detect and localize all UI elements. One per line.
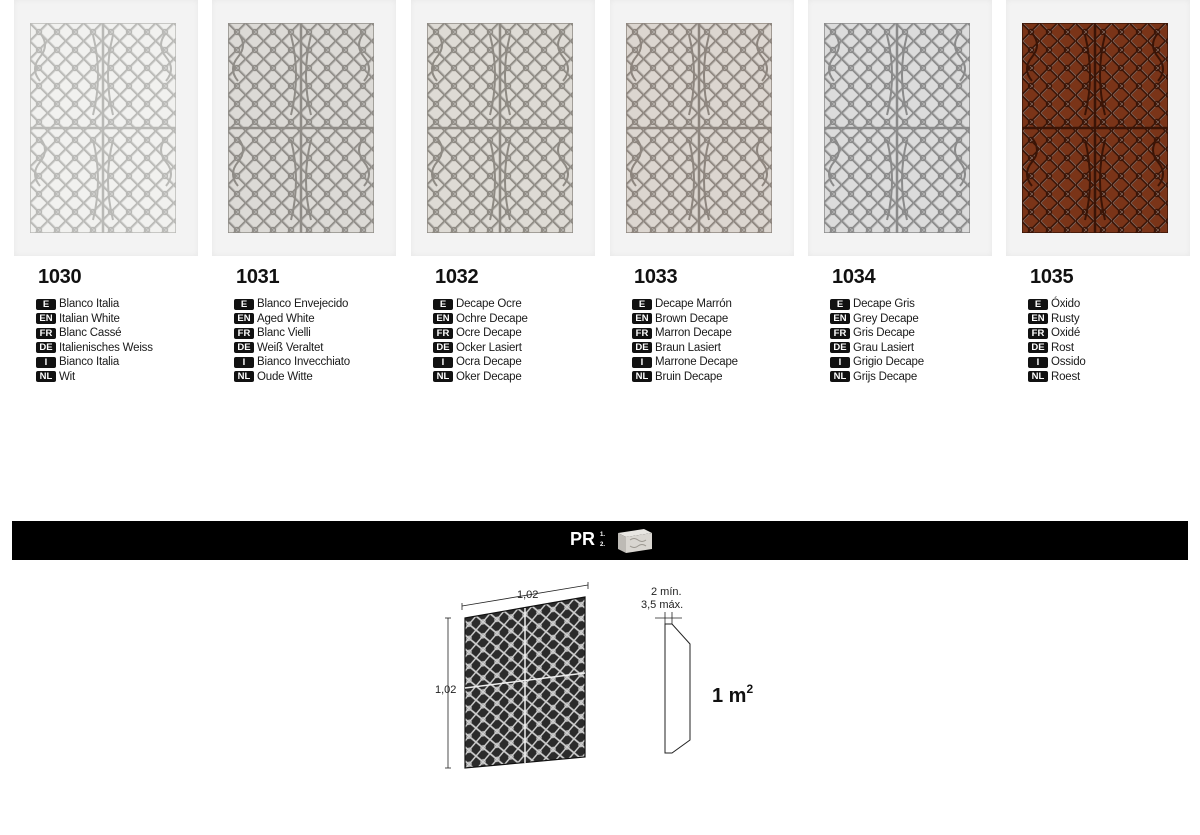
product-name-list: [1028, 297, 1198, 384]
product-name-list: [36, 297, 206, 384]
language-badge: I: [1028, 357, 1048, 368]
product-code: 1035: [1030, 266, 1074, 288]
product-name-row: [632, 355, 802, 370]
product-name: Blanc Cassé: [59, 327, 122, 339]
product-name-row: [632, 370, 802, 385]
product-name: Bruin Decape: [655, 370, 723, 383]
product-swatch-frame: [610, 0, 794, 256]
product-code: 1034: [832, 266, 876, 288]
product-name-row: [234, 312, 404, 327]
product-swatch-image: [30, 23, 176, 233]
panel-width-label: 1,02: [517, 589, 539, 601]
language-badge: FR: [234, 328, 254, 339]
language-badge: E: [234, 299, 254, 310]
installation-code: PR: [570, 529, 596, 549]
product-name-row: [234, 370, 404, 385]
language-badge: FR: [433, 328, 453, 339]
product-name-list: [234, 297, 404, 384]
language-badge: EN: [36, 313, 56, 324]
product-name: Wit: [59, 370, 76, 383]
coverage-area-value: 1 m: [712, 685, 747, 707]
product-swatch-frame: [212, 0, 396, 256]
product-name: Marron Decape: [655, 327, 732, 339]
product-name: Aged White: [257, 312, 315, 325]
language-badge: I: [830, 357, 850, 368]
product-name-row: [36, 326, 206, 341]
product-swatch-frame: [14, 0, 198, 256]
product-name: Italienisches Weiss: [59, 341, 153, 354]
product-name-row: [830, 312, 1000, 327]
product-name-row: [1028, 355, 1198, 370]
thickness-max-label: 3,5 máx.: [641, 599, 684, 611]
product-name: Rusty: [1051, 312, 1080, 325]
product-name: Blanco Envejecido: [257, 298, 349, 310]
language-badge: E: [433, 299, 453, 310]
panel-specification: [0, 560, 1200, 835]
product-swatch-frame: [808, 0, 992, 256]
product-name: Roest: [1051, 370, 1081, 383]
product-name-row: [433, 355, 603, 370]
product-name: Ochre Decape: [456, 312, 528, 325]
language-badge: NL: [1028, 371, 1048, 382]
product-name: Óxido: [1051, 298, 1081, 310]
product-swatch-frame: [411, 0, 595, 256]
product-grid: [0, 0, 1200, 400]
product-name: Blanco Italia: [59, 298, 120, 310]
product-code: 1030: [38, 266, 82, 288]
product-name-row: [433, 341, 603, 356]
product-name-row: [433, 370, 603, 385]
installation-step-2: 2.: [600, 542, 606, 548]
product-name: Oxidé: [1051, 327, 1081, 339]
product-name-row: [830, 355, 1000, 370]
thickness-min-label: 2 mín.: [651, 586, 682, 598]
language-badge: DE: [632, 342, 652, 353]
product-code: 1032: [435, 266, 479, 288]
product-name-list: [632, 297, 802, 384]
product-name: Bianco Italia: [59, 356, 120, 368]
product-name-row: [830, 341, 1000, 356]
product-name-row: [632, 297, 802, 312]
product-swatch-image: [228, 23, 374, 233]
product-name-row: [632, 326, 802, 341]
language-badge: FR: [1028, 328, 1048, 339]
product-name: Italian White: [59, 312, 120, 325]
product-name-row: [1028, 326, 1198, 341]
product-name: Marrone Decape: [655, 356, 738, 368]
language-badge: I: [632, 357, 652, 368]
product-name-row: [234, 355, 404, 370]
language-badge: FR: [632, 328, 652, 339]
product-name-row: [830, 326, 1000, 341]
product-name-row: [1028, 370, 1198, 385]
language-badge: NL: [632, 371, 652, 382]
product-name: Decape Marrón: [655, 298, 732, 310]
language-badge: E: [830, 299, 850, 310]
panel-dimension-drawing: [0, 560, 1200, 835]
language-badge: DE: [234, 342, 254, 353]
language-badge: DE: [830, 342, 850, 353]
product-code: 1031: [236, 266, 280, 288]
product-swatch-image: [1022, 23, 1168, 233]
language-badge: DE: [1028, 342, 1048, 353]
language-badge: I: [234, 357, 254, 368]
language-badge: EN: [234, 313, 254, 324]
language-badge: EN: [632, 313, 652, 324]
product-name-row: [632, 312, 802, 327]
product-name: Ocre Decape: [456, 327, 522, 339]
language-badge: E: [1028, 299, 1048, 310]
language-badge: EN: [1028, 313, 1048, 324]
language-badge: E: [36, 299, 56, 310]
product-swatch-frame: [1006, 0, 1190, 256]
language-badge: EN: [433, 313, 453, 324]
language-badge: FR: [830, 328, 850, 339]
coverage-area-exponent: 2: [746, 682, 754, 696]
product-code: 1033: [634, 266, 678, 288]
language-badge: E: [632, 299, 652, 310]
product-name-list: [830, 297, 1000, 384]
product-name-row: [830, 370, 1000, 385]
installation-bar: [12, 521, 1188, 560]
product-name-row: [36, 355, 206, 370]
product-name-row: [36, 312, 206, 327]
product-name: Decape Gris: [853, 298, 915, 310]
product-name: Grey Decape: [853, 312, 919, 325]
product-name: Grigio Decape: [853, 356, 924, 368]
product-name-row: [632, 341, 802, 356]
product-name-row: [1028, 297, 1198, 312]
language-badge: EN: [830, 313, 850, 324]
language-badge: NL: [36, 371, 56, 382]
product-name: Ocker Lasiert: [456, 341, 522, 354]
product-swatch-image: [824, 23, 970, 233]
product-name-row: [234, 297, 404, 312]
product-name: Grijs Decape: [853, 370, 918, 383]
product-name: Bianco Invecchiato: [257, 356, 350, 368]
language-badge: DE: [433, 342, 453, 353]
product-swatch-image: [427, 23, 573, 233]
product-name: Oker Decape: [456, 370, 522, 383]
adhesive-block-icon: [614, 525, 656, 555]
panel-height-label: 1,02: [435, 684, 457, 696]
coverage-area: [712, 682, 753, 708]
product-name-row: [433, 312, 603, 327]
product-name: Grau Lasiert: [853, 341, 914, 354]
language-badge: NL: [830, 371, 850, 382]
language-badge: NL: [234, 371, 254, 382]
language-badge: I: [36, 357, 56, 368]
product-name: Decape Ocre: [456, 298, 522, 310]
language-badge: FR: [36, 328, 56, 339]
product-name-row: [36, 341, 206, 356]
product-name-row: [830, 297, 1000, 312]
product-name-row: [1028, 341, 1198, 356]
product-name: Gris Decape: [853, 327, 915, 339]
product-name: Oude Witte: [257, 370, 313, 383]
product-name-row: [36, 370, 206, 385]
product-name: Braun Lasiert: [655, 341, 721, 354]
product-name-row: [433, 297, 603, 312]
product-name: Rost: [1051, 341, 1074, 354]
product-name-row: [433, 326, 603, 341]
product-name: Ocra Decape: [456, 356, 522, 368]
installation-step-1: 1.: [600, 532, 606, 538]
product-swatch-image: [626, 23, 772, 233]
product-name: Blanc Vielli: [257, 327, 311, 339]
language-badge: NL: [433, 371, 453, 382]
product-name-list: [433, 297, 603, 384]
product-name-row: [1028, 312, 1198, 327]
language-badge: I: [433, 357, 453, 368]
product-name: Weiß Veraltet: [257, 341, 324, 354]
product-name-row: [36, 297, 206, 312]
installation-steps: [600, 530, 614, 552]
product-name: Brown Decape: [655, 312, 729, 325]
product-name-row: [234, 326, 404, 341]
language-badge: DE: [36, 342, 56, 353]
product-name-row: [234, 341, 404, 356]
product-name: Ossido: [1051, 356, 1086, 368]
